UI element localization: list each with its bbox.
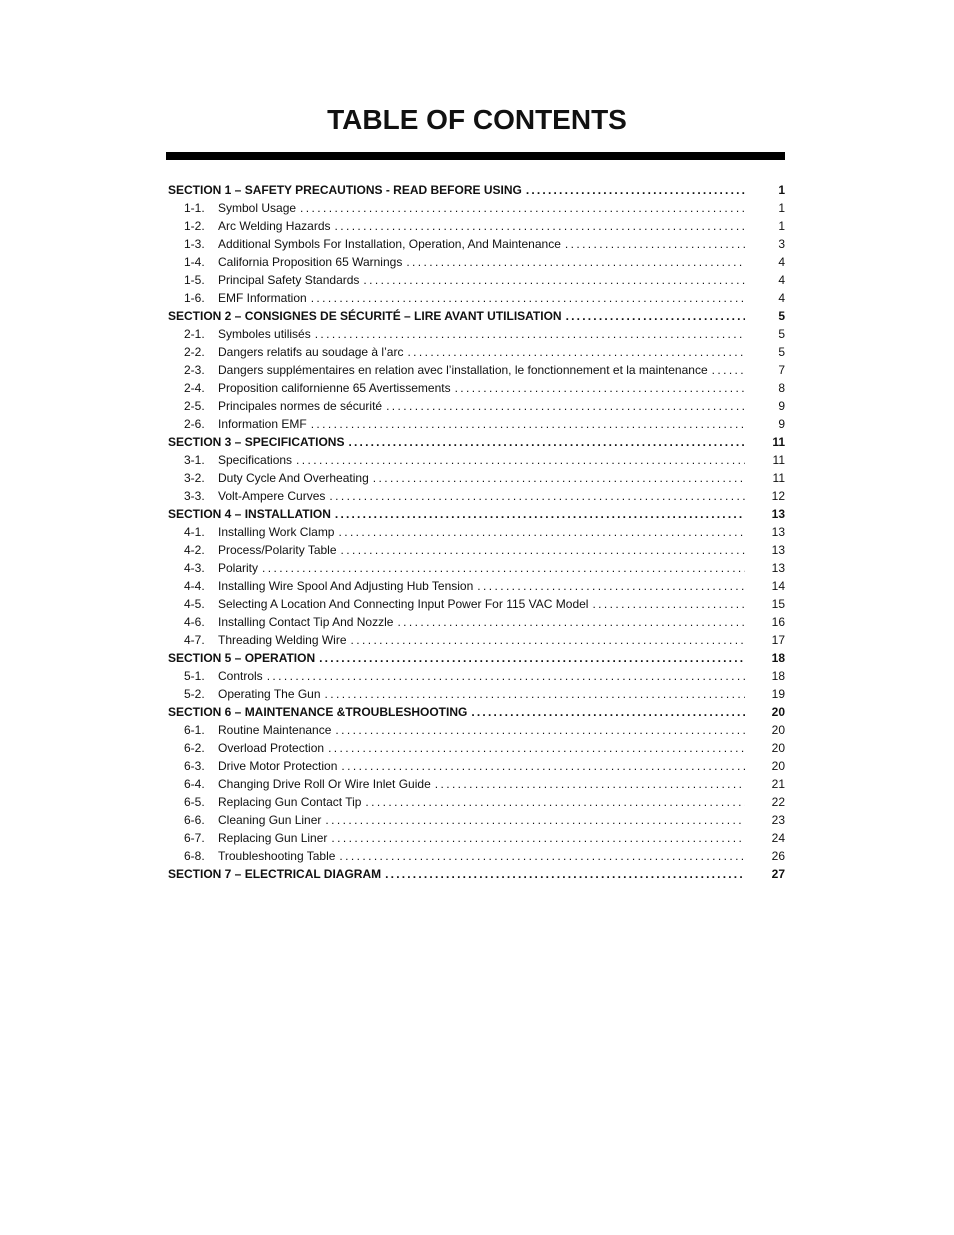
subsection-number: 5-1. xyxy=(184,669,205,683)
toc-subsection-entry[interactable] xyxy=(168,361,785,379)
page-number: 20 xyxy=(771,759,785,773)
page-number: 4 xyxy=(778,273,785,287)
subsection-number: 1-2. xyxy=(184,219,205,233)
subsection-title: Operating The Gun xyxy=(218,687,321,701)
toc-section-entry[interactable] xyxy=(168,433,785,451)
dot-leader xyxy=(592,595,745,613)
dot-leader xyxy=(712,361,745,379)
page-number: 4 xyxy=(778,255,785,269)
dot-leader xyxy=(339,847,745,865)
subsection-number: 4-6. xyxy=(184,615,205,629)
page-number: 1 xyxy=(778,219,785,233)
dot-leader xyxy=(406,253,745,271)
toc-subsection-entry[interactable] xyxy=(168,199,785,217)
subsection-title: Polarity xyxy=(218,561,259,575)
page-number: 11 xyxy=(772,471,785,485)
dot-leader xyxy=(386,397,745,415)
dot-leader xyxy=(471,703,745,721)
page-number: 20 xyxy=(771,723,785,737)
toc-subsection-entry[interactable] xyxy=(168,667,785,685)
page-number: 20 xyxy=(771,741,785,755)
page-number: 13 xyxy=(771,543,785,557)
subsection-number: 4-2. xyxy=(184,543,205,557)
subsection-number: 6-5. xyxy=(184,795,205,809)
subsection-number: 6-4. xyxy=(184,777,205,791)
dot-leader xyxy=(477,577,745,595)
toc-section-entry[interactable] xyxy=(168,865,785,883)
dot-leader xyxy=(329,487,745,505)
toc-subsection-entry[interactable] xyxy=(168,775,785,793)
dot-leader xyxy=(328,739,745,757)
page-number: 13 xyxy=(771,561,785,575)
subsection-title: Volt-Ampere Curves xyxy=(218,489,326,503)
subsection-title: Installing Work Clamp xyxy=(218,525,335,539)
page-number: 14 xyxy=(771,579,785,593)
toc-section-entry[interactable] xyxy=(168,649,785,667)
subsection-number: 6-7. xyxy=(184,831,205,845)
dot-leader xyxy=(267,667,745,685)
dot-leader xyxy=(363,271,745,289)
subsection-title: California Proposition 65 Warnings xyxy=(218,255,403,269)
toc-subsection-entry[interactable] xyxy=(168,523,785,541)
subsection-title: Symboles utilisés xyxy=(218,327,311,341)
subsection-number: 1-4. xyxy=(184,255,205,269)
toc-subsection-entry[interactable] xyxy=(168,829,785,847)
page-number: 15 xyxy=(771,597,785,611)
page-number: 5 xyxy=(778,345,785,359)
dot-leader xyxy=(351,631,745,649)
subsection-title: Changing Drive Roll Or Wire Inlet Guide xyxy=(218,777,431,791)
toc-subsection-entry[interactable] xyxy=(168,595,785,613)
dot-leader xyxy=(311,289,745,307)
page-number: 19 xyxy=(771,687,785,701)
page-number: 24 xyxy=(771,831,785,845)
toc-subsection-entry[interactable] xyxy=(168,253,785,271)
page-number: 13 xyxy=(771,525,785,539)
page-number: 11 xyxy=(772,453,785,467)
dot-leader xyxy=(348,433,745,451)
toc-subsection-entry[interactable] xyxy=(168,271,785,289)
dot-leader xyxy=(455,379,745,397)
page-number: 21 xyxy=(771,777,785,791)
dot-leader xyxy=(335,505,745,523)
page-number: 16 xyxy=(771,615,785,629)
page-number: 27 xyxy=(771,867,785,881)
subsection-number: 6-3. xyxy=(184,759,205,773)
dot-leader xyxy=(319,649,745,667)
dot-leader xyxy=(338,523,745,541)
subsection-number: 2-3. xyxy=(184,363,205,377)
dot-leader xyxy=(397,613,745,631)
toc-subsection-entry[interactable] xyxy=(168,721,785,739)
page-number: 8 xyxy=(778,381,785,395)
subsection-number: 4-3. xyxy=(184,561,205,575)
subsection-number: 3-2. xyxy=(184,471,205,485)
page-number: 3 xyxy=(778,237,785,251)
toc-subsection-entry[interactable] xyxy=(168,757,785,775)
page-number: 7 xyxy=(778,363,785,377)
dot-leader xyxy=(262,559,745,577)
toc-subsection-entry[interactable] xyxy=(168,235,785,253)
toc-section-entry[interactable] xyxy=(168,703,785,721)
dot-leader xyxy=(385,865,745,883)
page-number: 20 xyxy=(771,705,785,719)
toc-section-entry[interactable] xyxy=(168,505,785,523)
toc-subsection-entry[interactable] xyxy=(168,451,785,469)
subsection-title: Process/Polarity Table xyxy=(218,543,337,557)
subsection-number: 4-1. xyxy=(184,525,205,539)
subsection-number: 6-2. xyxy=(184,741,205,755)
toc-subsection-entry[interactable] xyxy=(168,811,785,829)
subsection-title: Duty Cycle And Overheating xyxy=(218,471,369,485)
toc-subsection-entry[interactable] xyxy=(168,379,785,397)
subsection-number: 2-4. xyxy=(184,381,205,395)
dot-leader xyxy=(435,775,745,793)
subsection-title: Principal Safety Standards xyxy=(218,273,360,287)
subsection-title: Principales normes de sécurité xyxy=(218,399,383,413)
page-number: 4 xyxy=(778,291,785,305)
subsection-number: 2-2. xyxy=(184,345,205,359)
toc-subsection-entry[interactable] xyxy=(168,325,785,343)
section-title: SECTION 6 – MAINTENANCE &TROUBLESHOOTING xyxy=(168,705,468,719)
subsection-title: EMF Information xyxy=(218,291,307,305)
dot-leader xyxy=(311,415,745,433)
toc-subsection-entry[interactable] xyxy=(168,541,785,559)
subsection-title: Installing Contact Tip And Nozzle xyxy=(218,615,394,629)
table-of-contents xyxy=(168,181,785,883)
page-number: 18 xyxy=(771,669,785,683)
toc-subsection-entry[interactable] xyxy=(168,415,785,433)
subsection-number: 3-1. xyxy=(184,453,205,467)
page-number: 9 xyxy=(778,399,785,413)
subsection-number: 1-6. xyxy=(184,291,205,305)
toc-subsection-entry[interactable] xyxy=(168,847,785,865)
page-number: 11 xyxy=(772,435,785,449)
dot-leader xyxy=(300,199,745,217)
subsection-title: Information EMF xyxy=(218,417,307,431)
dot-leader xyxy=(341,757,745,775)
page-number: 22 xyxy=(771,795,785,809)
section-title: SECTION 3 – SPECIFICATIONS xyxy=(168,435,345,449)
subsection-title: Troubleshooting Table xyxy=(218,849,336,863)
dot-leader xyxy=(526,181,745,199)
toc-subsection-entry[interactable] xyxy=(168,397,785,415)
toc-subsection-entry[interactable] xyxy=(168,631,785,649)
toc-section-entry[interactable] xyxy=(168,181,785,199)
subsection-number: 1-1. xyxy=(184,201,205,215)
section-title: SECTION 4 – INSTALLATION xyxy=(168,507,331,521)
toc-subsection-entry[interactable] xyxy=(168,469,785,487)
dot-leader xyxy=(407,343,745,361)
dot-leader xyxy=(373,469,745,487)
page-number: 9 xyxy=(778,417,785,431)
subsection-number: 2-5. xyxy=(184,399,205,413)
section-title: SECTION 1 – SAFETY PRECAUTIONS - READ BEFORE USING xyxy=(168,183,522,197)
page-number: 23 xyxy=(771,813,785,827)
section-title: SECTION 2 – CONSIGNES DE SÉCURITÉ – LIRE AVANT UTILISATION xyxy=(168,309,562,323)
subsection-title: Selecting A Location And Connecting Input Power For 115 VAC Model xyxy=(218,597,589,611)
subsection-title: Drive Motor Protection xyxy=(218,759,338,773)
subsection-title: Threading Welding Wire xyxy=(218,633,347,647)
page-number: 1 xyxy=(778,201,785,215)
subsection-number: 4-7. xyxy=(184,633,205,647)
subsection-title: Proposition californienne 65 Avertissements xyxy=(218,381,451,395)
toc-subsection-entry[interactable] xyxy=(168,217,785,235)
subsection-title: Symbol Usage xyxy=(218,201,297,215)
page-number: 18 xyxy=(771,651,785,665)
title-rule xyxy=(166,152,785,160)
subsection-number: 2-6. xyxy=(184,417,205,431)
subsection-title: Replacing Gun Liner xyxy=(218,831,328,845)
dot-leader xyxy=(566,307,745,325)
subsection-title: Cleaning Gun Liner xyxy=(218,813,322,827)
subsection-number: 4-4. xyxy=(184,579,205,593)
subsection-number: 5-2. xyxy=(184,687,205,701)
page-number: 12 xyxy=(771,489,785,503)
subsection-number: 4-5. xyxy=(184,597,205,611)
toc-subsection-entry[interactable] xyxy=(168,559,785,577)
section-title: SECTION 5 – OPERATION xyxy=(168,651,316,665)
subsection-number: 1-3. xyxy=(184,237,205,251)
toc-subsection-entry[interactable] xyxy=(168,289,785,307)
dot-leader xyxy=(296,451,745,469)
subsection-title: Installing Wire Spool And Adjusting Hub Tension xyxy=(218,579,474,593)
toc-subsection-entry[interactable] xyxy=(168,577,785,595)
dot-leader xyxy=(331,829,745,847)
page-number: 26 xyxy=(771,849,785,863)
subsection-number: 6-1. xyxy=(184,723,205,737)
dot-leader xyxy=(335,721,745,739)
subsection-title: Replacing Gun Contact Tip xyxy=(218,795,362,809)
subsection-number: 3-3. xyxy=(184,489,205,503)
page-number: 5 xyxy=(778,309,785,323)
toc-subsection-entry[interactable] xyxy=(168,343,785,361)
toc-subsection-entry[interactable] xyxy=(168,487,785,505)
toc-subsection-entry[interactable] xyxy=(168,793,785,811)
toc-subsection-entry[interactable] xyxy=(168,685,785,703)
dot-leader xyxy=(365,793,745,811)
toc-section-entry[interactable] xyxy=(168,307,785,325)
section-title: SECTION 7 – ELECTRICAL DIAGRAM xyxy=(168,867,382,881)
subsection-title: Dangers supplémentaires en relation avec l’installation, le fonctionnement et la maintenance xyxy=(218,363,708,377)
dot-leader xyxy=(341,541,746,559)
subsection-title: Arc Welding Hazards xyxy=(218,219,331,233)
subsection-title: Additional Symbols For Installation, Operation, And Maintenance xyxy=(218,237,561,251)
dot-leader xyxy=(325,685,745,703)
toc-subsection-entry[interactable] xyxy=(168,739,785,757)
toc-subsection-entry[interactable] xyxy=(168,613,785,631)
subsection-title: Routine Maintenance xyxy=(218,723,332,737)
dot-leader xyxy=(325,811,745,829)
page-number: 17 xyxy=(771,633,785,647)
subsection-number: 6-6. xyxy=(184,813,205,827)
page-number: 5 xyxy=(778,327,785,341)
subsection-title: Controls xyxy=(218,669,263,683)
subsection-title: Specifications xyxy=(218,453,293,467)
dot-leader xyxy=(315,325,745,343)
subsection-title: Overload Protection xyxy=(218,741,325,755)
dot-leader xyxy=(335,217,746,235)
subsection-number: 1-5. xyxy=(184,273,205,287)
subsection-number: 2-1. xyxy=(184,327,205,341)
subsection-title: Dangers relatifs au soudage à l’arc xyxy=(218,345,404,359)
dot-leader xyxy=(565,235,745,253)
page-number: 13 xyxy=(771,507,785,521)
page-number: 1 xyxy=(778,183,785,197)
page-title: TABLE OF CONTENTS xyxy=(327,104,627,135)
subsection-number: 6-8. xyxy=(184,849,205,863)
